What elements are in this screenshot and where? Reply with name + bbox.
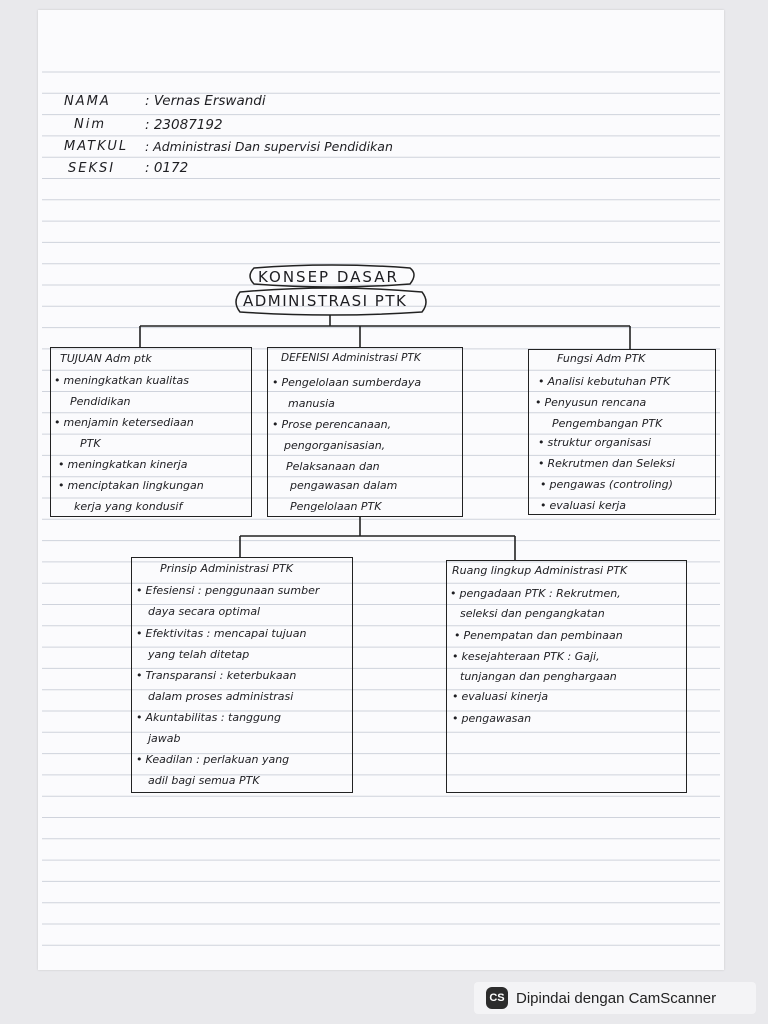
ruang-item: seleksi dan pengangkatan bbox=[460, 607, 605, 620]
camscanner-text: Dipindai dengan CamScanner bbox=[516, 989, 717, 1007]
header-label-nama: NAMA bbox=[64, 94, 111, 109]
box-fungsi-title: Fungsi Adm PTK bbox=[557, 352, 646, 365]
prinsip-item: yang telah ditetap bbox=[148, 648, 250, 661]
definisi-item: manusia bbox=[288, 397, 335, 410]
ruang-item: tunjangan dan penghargaan bbox=[460, 670, 617, 683]
fungsi-item: • Rekrutmen dan Seleksi bbox=[538, 457, 675, 470]
prinsip-item: • Akuntabilitas : tanggung bbox=[136, 711, 281, 724]
prinsip-item: • Efesiensi : penggunaan sumber bbox=[136, 584, 319, 597]
definisi-item: • Pengelolaan sumberdaya bbox=[272, 376, 421, 389]
prinsip-item: dalam proses administrasi bbox=[148, 690, 294, 703]
header-value-matkul: : Administrasi Dan supervisi Pendidikan bbox=[145, 139, 393, 154]
header-label-seksi: SEKSI bbox=[68, 161, 116, 176]
definisi-item: • Prose perencanaan, bbox=[272, 418, 391, 431]
prinsip-item: • Efektivitas : mencapai tujuan bbox=[136, 627, 306, 640]
camscanner-watermark bbox=[474, 982, 756, 1014]
box-ruang-lingkup-title: Ruang lingkup Administrasi PTK bbox=[452, 564, 628, 577]
title-line2: ADMINISTRASI PTK bbox=[243, 292, 408, 310]
box-definisi-title: DEFENISI Administrasi PTK bbox=[281, 352, 421, 364]
prinsip-item: daya secara optimal bbox=[148, 605, 261, 618]
tujuan-item: • menciptakan lingkungan bbox=[58, 479, 204, 492]
ruang-item: • kesejahteraan PTK : Gaji, bbox=[452, 650, 600, 663]
tujuan-item: kerja yang kondusif bbox=[74, 500, 183, 513]
definisi-item: pengawasan dalam bbox=[290, 479, 398, 492]
box-tujuan-title: TUJUAN Adm ptk bbox=[60, 352, 152, 365]
fungsi-item: • evaluasi kerja bbox=[540, 499, 626, 512]
fungsi-item: • struktur organisasi bbox=[538, 436, 651, 449]
definisi-item: pengorganisasian, bbox=[284, 439, 386, 452]
header-value-seksi: : 0172 bbox=[145, 160, 189, 176]
definisi-item: Pengelolaan PTK bbox=[290, 500, 382, 513]
definisi-item: Pelaksanaan dan bbox=[286, 460, 380, 473]
fungsi-item: Pengembangan PTK bbox=[552, 417, 663, 430]
tujuan-item: • meningkatkan kualitas bbox=[54, 374, 189, 387]
prinsip-item: • Keadilan : perlakuan yang bbox=[136, 753, 289, 766]
title-line1: KONSEP DASAR bbox=[258, 268, 399, 286]
prinsip-item: • Transparansi : keterbukaan bbox=[136, 669, 296, 682]
tujuan-item: • menjamin ketersediaan bbox=[54, 416, 194, 429]
header-value-nama: : Vernas Erswandi bbox=[145, 93, 266, 109]
prinsip-item: jawab bbox=[148, 732, 181, 745]
header-label-nim: Nim bbox=[74, 117, 106, 132]
tujuan-item: Pendidikan bbox=[70, 395, 131, 408]
ruang-item: • Penempatan dan pembinaan bbox=[454, 629, 623, 642]
fungsi-item: • Penyusun rencana bbox=[535, 396, 646, 409]
tujuan-item: • meningkatkan kinerja bbox=[58, 458, 187, 471]
tujuan-item: PTK bbox=[80, 437, 101, 450]
box-prinsip-title: Prinsip Administrasi PTK bbox=[160, 562, 293, 575]
prinsip-item: adil bagi semua PTK bbox=[148, 774, 260, 787]
fungsi-item: • pengawas (controling) bbox=[540, 478, 673, 491]
camscanner-logo-icon: CS bbox=[486, 987, 508, 1009]
ruang-item: • evaluasi kinerja bbox=[452, 690, 548, 703]
header-value-nim: : 23087192 bbox=[145, 117, 223, 133]
header-label-matkul: MATKUL bbox=[64, 139, 129, 154]
fungsi-item: • Analisi kebutuhan PTK bbox=[538, 375, 670, 388]
ruang-item: • pengadaan PTK : Rekrutmen, bbox=[450, 587, 621, 600]
ruang-item: • pengawasan bbox=[452, 712, 531, 725]
